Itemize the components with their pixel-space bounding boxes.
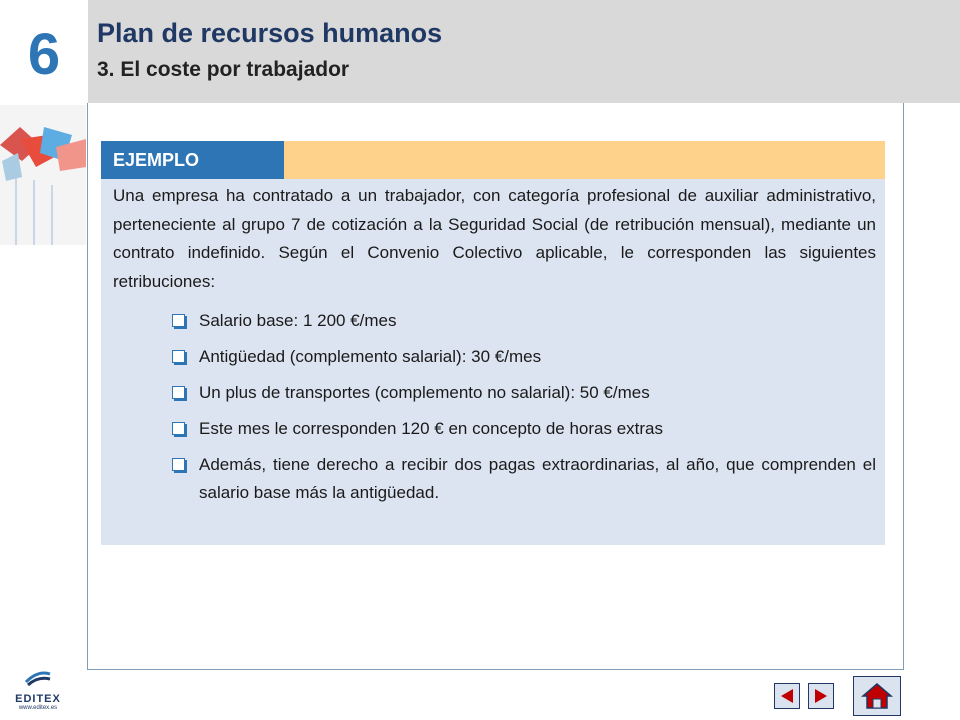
page-title: Plan de recursos humanos xyxy=(97,18,443,48)
previous-button[interactable] xyxy=(774,683,800,709)
editex-logo xyxy=(6,668,70,714)
handshake-image xyxy=(0,105,86,245)
list-item: Además, tiene derecho a recibir dos pagas extraordinarias, al año, que comprenden el salario base más la antigüedad. xyxy=(170,451,876,507)
triangle-right-icon xyxy=(812,687,830,705)
list-item: Este mes le corresponden 120 € en concepto de horas extras xyxy=(170,415,876,443)
logo-text: EDITEX xyxy=(15,693,61,705)
list-item: Salario base: 1 200 €/mes xyxy=(170,307,876,335)
example-intro: Una empresa ha contratado a un trabajador, con categoría profesional de auxiliar administrativo, perteneciente al grupo 7 de cotización a la Seguridad Social (de retribución mensual), mediante un contrato indefinido. Según el Convenio Colectivo aplicable, le corresponden las siguientes retribuciones: xyxy=(113,186,876,291)
example-tag: EJEMPLO xyxy=(101,141,284,179)
logo-url: www.editex.es xyxy=(18,705,58,711)
header-band xyxy=(88,0,960,103)
checkbox-bullet-icon xyxy=(172,386,185,399)
home-button[interactable] xyxy=(853,676,901,716)
checkbox-bullet-icon xyxy=(172,458,185,471)
home-icon xyxy=(860,681,894,711)
editex-logo-icon xyxy=(23,668,53,686)
checkbox-bullet-icon xyxy=(172,422,185,435)
list-item: Antigüedad (complemento salarial): 30 €/mes xyxy=(170,343,876,371)
list-item: Un plus de transportes (complemento no salarial): 50 €/mes xyxy=(170,379,876,407)
retribution-list xyxy=(170,307,876,515)
chapter-number: 6 xyxy=(27,22,61,87)
checkbox-bullet-icon xyxy=(172,350,185,363)
page-subtitle: 3. El coste por trabajador xyxy=(97,58,350,81)
next-button[interactable] xyxy=(808,683,834,709)
checkbox-bullet-icon xyxy=(172,314,185,327)
handshake-illustration-icon xyxy=(0,105,86,245)
triangle-left-icon xyxy=(778,687,796,705)
